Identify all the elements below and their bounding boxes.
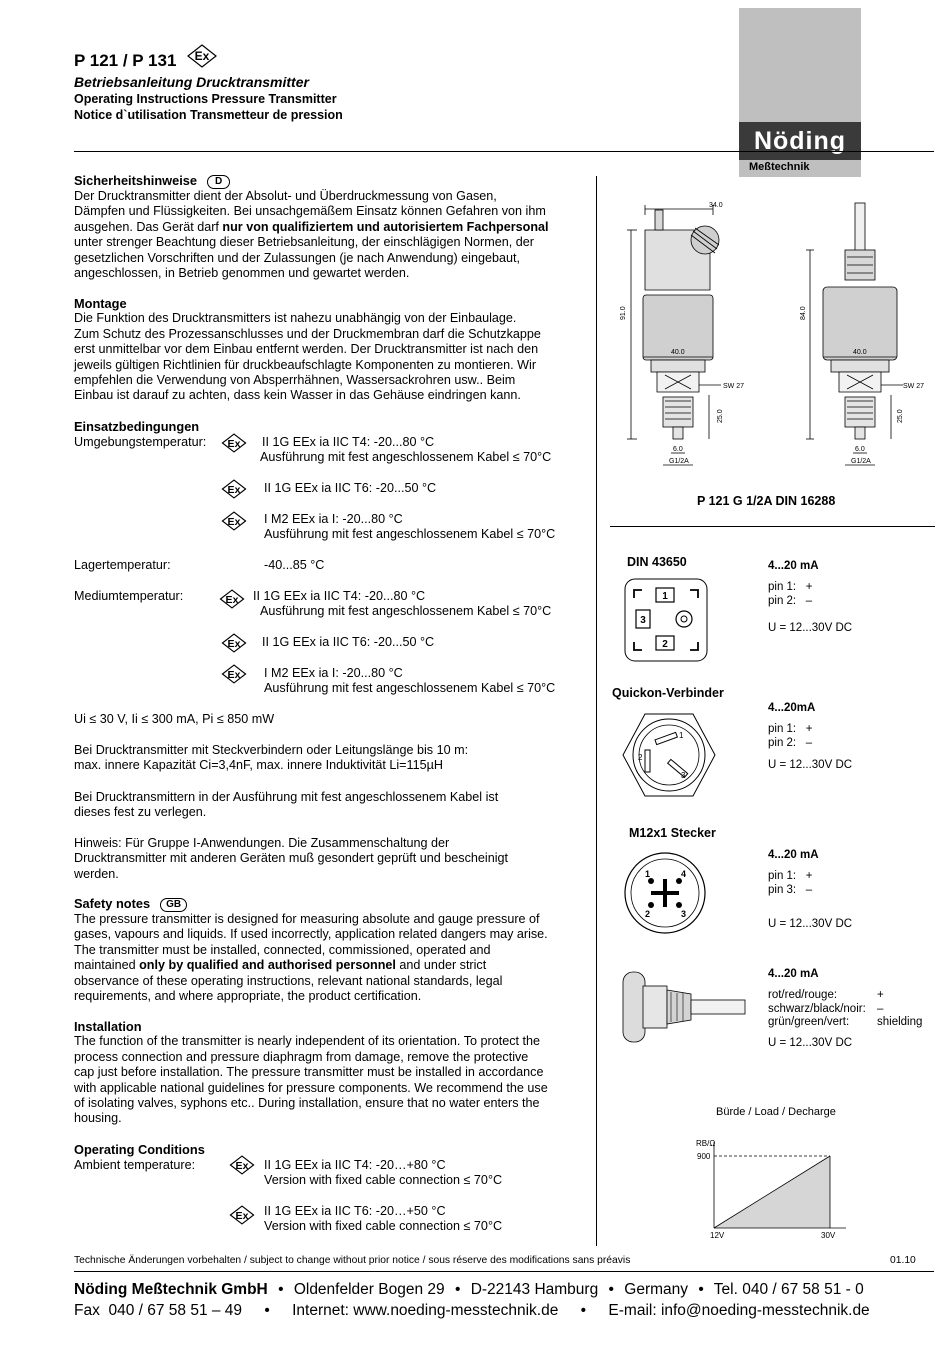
ex-mark-icon <box>221 479 247 499</box>
m2-value: II 1G EEx ia IIC T6: -20...50 °C <box>262 635 435 649</box>
quickon-voltage: U = 12...30V DC <box>768 759 853 771</box>
din-pin1: pin 1: + <box>768 581 813 593</box>
din-connector-drawing <box>624 578 708 662</box>
x-tick-30v: 30V <box>821 1231 836 1240</box>
safety-title-de: Sicherheitshinweise D <box>74 173 589 189</box>
ui-values: Ui ≤ 30 V, Ii ≤ 300 mA, Pi ≤ 850 mW <box>74 712 275 726</box>
y-axis-label: RB/Ω <box>696 1139 716 1148</box>
ex-mark-icon <box>221 633 247 653</box>
x-tick-12v: 12V <box>710 1231 725 1240</box>
kap-line: Bei Drucktransmitter mit Steckverbindern oder Leitungslänge bis 10 m: <box>74 743 469 757</box>
montage-line: Zum Schutz des Prozessanschlusses und der Druckmembran darf die Schutzkappe <box>74 326 541 341</box>
install-line: of isolating valves, syphons etc.. During installation, ensure that no water enters the <box>74 1096 540 1111</box>
document-title: P 121 / P 131 Ex <box>74 44 343 71</box>
safety-title-en: Safety notes GB <box>74 896 589 912</box>
dim-label: 84.0 <box>800 306 807 320</box>
a1-note: Version with fixed cable connection ≤ 70°C <box>264 1173 503 1187</box>
ex-mark-icon <box>219 589 245 609</box>
montage-line: empfehlen die Verwendung von Absperrhähnen, Wassersackrohren usw.. Beim <box>74 373 516 388</box>
footer-rule <box>74 1271 934 1272</box>
din-voltage: U = 12...30V DC <box>768 622 853 634</box>
header-rule <box>74 151 934 152</box>
subtitle-de: Betriebsanleitung Drucktransmitter <box>74 74 309 90</box>
kap-line: max. innere Kapazität Ci=3,4nF, max. innere Induktivität Li=115µH <box>74 758 443 773</box>
footer-address-line: Nöding Meßtechnik GmbH • Oldenfelder Bogen 29 • D-22143 Hamburg • Germany • Tel. 040 / 67 58 51 - 0 <box>74 1281 864 1298</box>
logo-box <box>739 122 861 160</box>
pin-number: 1 <box>679 731 684 740</box>
hinweis-line: Drucktransmitter mit anderen Geräten muß gesondert geprüft und bescheinigt <box>74 851 509 866</box>
pin-number: 2 <box>662 639 668 650</box>
quickon-signal: 4...20mA <box>768 702 816 714</box>
safety-line: Der Drucktransmitter dient der Absolut- und Überdruckmessung von Gasen, <box>74 189 497 203</box>
document-header <box>74 44 343 123</box>
safety-line-en: requirements, and where appropriate, the product certification. <box>74 989 422 1004</box>
quickon-title: Quickon-Verbinder <box>612 686 724 700</box>
ex-mark-icon <box>221 664 247 684</box>
safety-line-en: The pressure transmitter is designed for measuring absolute and gauge pressure of <box>74 912 540 926</box>
montage-line: Einbau ist darauf zu achten, dass kein Wasser in das Gehäuse eindringen kann. <box>74 388 521 403</box>
cable-row-label: grün/green/vert: <box>768 1016 850 1028</box>
hinweis-section <box>74 836 589 882</box>
cable-row-value: + <box>877 989 884 1001</box>
safety-section-en <box>74 896 589 1004</box>
m1-note: Ausführung mit fest angeschlossenem Kabel ≤ 70°C <box>260 604 552 618</box>
dim-label: 6.0 <box>855 446 865 453</box>
country: Germany <box>624 1281 689 1298</box>
ex-mark-icon <box>221 511 247 531</box>
quickon-pin1: pin 1: + <box>768 723 813 735</box>
install-line: housing. <box>74 1111 122 1126</box>
safety-section-de <box>74 173 589 281</box>
a2-value: II 1G EEx ia IIC T6: -20…+50 °C <box>264 1204 446 1218</box>
u3-value: I M2 EEx ia I: -20...80 °C <box>264 512 403 526</box>
language-badge-de: D <box>207 175 230 189</box>
transmitter-left-drawing <box>627 205 721 465</box>
cable-voltage: U = 12...30V DC <box>768 1037 853 1049</box>
hinweis-line: werden. <box>74 866 119 881</box>
safety-line-en: maintained only by qualified and authorised personnel and under strict <box>74 958 487 973</box>
a2-note: Version with fixed cable connection ≤ 70°C <box>264 1219 503 1233</box>
m12-signal: 4...20 mA <box>768 849 819 861</box>
pin-number: 2 <box>638 753 643 762</box>
installation-title: Installation <box>74 1019 142 1034</box>
montage-title: Montage <box>74 296 127 311</box>
ex-mark-icon <box>221 433 247 453</box>
pin-number: 1 <box>645 869 651 879</box>
install-line: process connection and pressure diaphragm from damage, remove the protective <box>74 1049 529 1064</box>
montage-line: erst unmittelbar vor dem Einbau entfernt werden. Der Drucktransmitter ist nach den <box>74 342 539 357</box>
safety-line-en: observance of these operating instructions, relevant national standards, legal <box>74 973 503 988</box>
u1-note: Ausführung mit fest angeschlossenem Kabel ≤ 70°C <box>260 450 552 464</box>
pin-number: 4 <box>681 869 687 879</box>
montage-section <box>74 296 589 404</box>
din-pin2: pin 2: – <box>768 595 813 607</box>
kabel-section <box>74 790 589 821</box>
cable-row-value: – <box>877 1003 884 1015</box>
hinweis-line: Hinweis: Für Gruppe I-Anwendungen. Die Zusammenschaltung der <box>74 836 450 850</box>
safety-line: gesetzlichen Vorschriften und der Zulassungen (je nach Anwendung) eingebaut, <box>74 250 520 265</box>
cable-signal: 4...20 mA <box>768 968 819 980</box>
installation-section <box>74 1019 589 1127</box>
subtitle-fr: Notice d`utilisation Transmetteur de pression <box>74 108 343 122</box>
drawing-caption: P 121 G 1/2A DIN 16288 <box>697 494 836 508</box>
footer-contact-line: Fax 040 / 67 58 51 – 49 • Internet: www.noeding-messtechnik.de • E-mail: info@noeding-messtechnik.de <box>74 1302 870 1319</box>
dim-label: 25.0 <box>717 409 724 423</box>
montage-line: jeweils gültigen Richtlinien für druckbeaufschlagte Komponenten zu montieren. Wir <box>74 357 537 372</box>
u3-note: Ausführung mit fest angeschlossenem Kabel ≤ 70°C <box>264 527 556 541</box>
din-signal: 4...20 mA <box>768 560 819 572</box>
m12-pin3: pin 3: – <box>768 884 813 896</box>
m12-voltage: U = 12...30V DC <box>768 918 853 930</box>
install-line: cap just before installation. The pressure transmitter must be installed in accordance <box>74 1065 544 1080</box>
kabel-line: Bei Drucktransmittern in der Ausführung mit fest angeschlossenem Kabel ist <box>74 790 499 804</box>
op-conditions-title: Operating Conditions <box>74 1142 205 1157</box>
svg-text:Ex: Ex <box>194 49 210 63</box>
cable-row-value: shielding <box>877 1016 923 1028</box>
m3-note: Ausführung mit fest angeschlossenem Kabel ≤ 70°C <box>264 681 556 695</box>
kabel-line: dieses fest zu verlegen. <box>74 805 207 820</box>
dim-label: 6.0 <box>673 446 683 453</box>
ex-mark-icon <box>187 44 217 68</box>
city: D-22143 Hamburg <box>470 1281 599 1298</box>
ex-mark-icon <box>229 1155 255 1175</box>
umgebung-label: Umgebungstemperatur: <box>74 435 207 449</box>
fax: Fax 040 / 67 58 51 – 49 <box>74 1302 243 1319</box>
quickon-pin2: pin 2: – <box>768 737 813 749</box>
m12-connector-drawing <box>623 851 707 935</box>
m12-pin1: pin 1: + <box>768 870 813 882</box>
safety-line: Dämpfen und Flüssigkeiten. Bei unsachgemäßem Einsatz können Gefahren von ihm <box>74 204 546 219</box>
logo-subtext: Meßtechnik <box>749 161 810 173</box>
pin-number: 3 <box>640 615 646 626</box>
footer-version: 01.10 <box>890 1255 916 1266</box>
m3-value: I M2 EEx ia I: -20...80 °C <box>264 666 403 680</box>
dim-label: 25.0 <box>897 409 904 423</box>
pin-number: 2 <box>645 909 651 919</box>
medium-label: Mediumtemperatur: <box>74 589 184 603</box>
kapazitaet-section <box>74 743 589 774</box>
install-line: with applicable national guidelines for pressure components. We recommend the use <box>74 1080 548 1095</box>
dim-label: 40.0 <box>853 349 867 356</box>
quickon-connector-drawing <box>621 712 717 798</box>
dim-label: G1/2A <box>851 458 871 465</box>
load-chart-title: Bürde / Load / Decharge <box>716 1106 836 1118</box>
transmitter-right-drawing <box>806 203 903 465</box>
u2-value: II 1G EEx ia IIC T6: -20...50 °C <box>264 481 437 495</box>
montage-line: Die Funktion des Drucktransmitters ist nahezu unabhängig von der Einbaulage. <box>74 311 517 326</box>
y-tick-900: 900 <box>697 1152 711 1161</box>
dim-label: 91.0 <box>620 306 627 320</box>
load-chart <box>680 1132 855 1244</box>
pin-number: 3 <box>681 771 686 780</box>
cable-row-label: rot/red/rouge: <box>768 989 838 1001</box>
subtitle-en: Operating Instructions Pressure Transmitter <box>74 92 337 106</box>
din-title: DIN 43650 <box>627 555 687 569</box>
cable-gland-drawing <box>621 968 751 1048</box>
lager-label: Lagertemperatur: <box>74 558 171 572</box>
cable-row-label: schwarz/black/noir: <box>768 1003 866 1015</box>
dimension-drawing <box>605 195 935 475</box>
phone: Tel. 040 / 67 58 51 - 0 <box>713 1281 864 1298</box>
safety-line: unter strenger Beachtung dieser Betriebsanleitung, der einschlägigen Normen, der <box>74 235 534 250</box>
language-badge-en: GB <box>160 898 187 912</box>
column-divider <box>596 176 597 1246</box>
logo-text: Nöding <box>753 127 847 155</box>
street: Oldenfelder Bogen 29 <box>293 1281 445 1298</box>
website-link[interactable]: Internet: www.noeding-messtechnik.de <box>292 1302 559 1319</box>
einsatz-title: Einsatzbedingungen <box>74 419 200 434</box>
dim-label: SW 27 <box>903 383 925 390</box>
safety-line: ausgehen. Das Gerät darf nur von qualifiziertem und autorisiertem Fachpersonal <box>74 219 549 234</box>
m12-title: M12x1 Stecker <box>629 826 716 840</box>
u1-value: II 1G EEx ia IIC T4: -20...80 °C <box>262 435 435 449</box>
lager-value: -40...85 °C <box>264 558 325 572</box>
m1-value: II 1G EEx ia IIC T4: -20...80 °C <box>253 589 426 603</box>
ambient-label: Ambient temperature: <box>74 1158 196 1172</box>
install-line: The function of the transmitter is nearly independent of its orientation. To protect the <box>74 1034 541 1049</box>
safety-line-en: gases, vapours and liquids. If used incorrectly, application related dangers may arise. <box>74 927 548 942</box>
dim-label: 40.0 <box>671 349 685 356</box>
pin-number: 3 <box>681 909 687 919</box>
dim-label: SW 27 <box>723 383 745 390</box>
dim-label: G1/2A <box>669 458 689 465</box>
footer-note: Technische Änderungen vorbehalten / subject to change without prior notice / sous réserve des modifications sans préavis <box>74 1255 631 1266</box>
safety-line-en: The transmitter must be installed, connected, commissioned, operated and <box>74 942 491 957</box>
pin-number: 1 <box>662 591 668 602</box>
ex-mark-icon <box>229 1205 255 1225</box>
email-link[interactable]: E-mail: info@noeding-messtechnik.de <box>608 1302 870 1319</box>
safety-line: angeschlossen, in Betrieb genommen und gewartet werden. <box>74 266 410 281</box>
dim-label: 34.0 <box>709 202 723 209</box>
company-name: Nöding Meßtechnik GmbH <box>74 1281 268 1298</box>
drawing-rule <box>610 526 935 527</box>
a1-value: II 1G EEx ia IIC T4: -20…+80 °C <box>264 1158 446 1172</box>
